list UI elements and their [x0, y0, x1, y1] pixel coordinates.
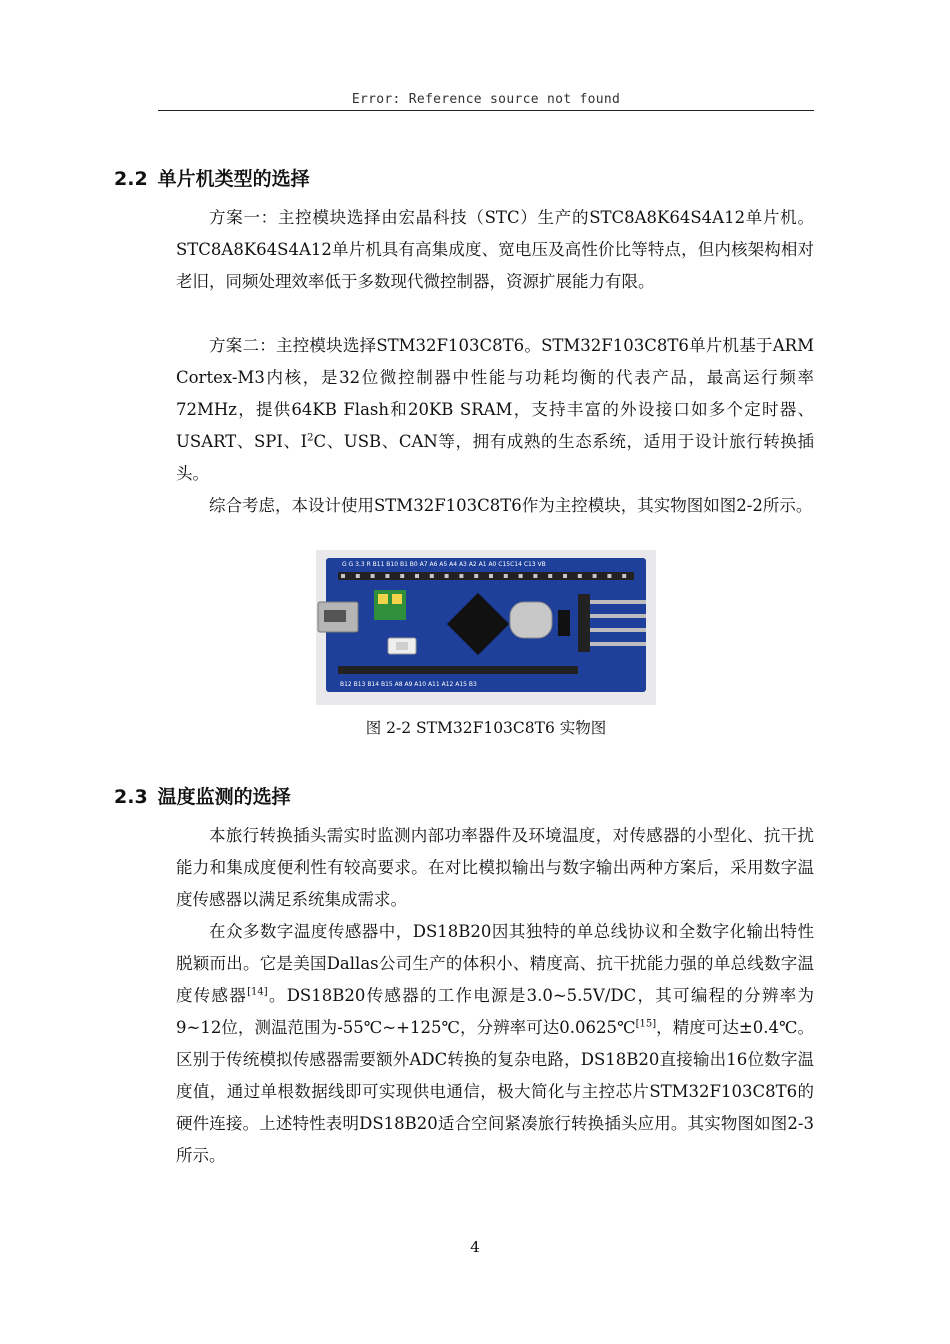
header-pin: [607, 574, 611, 578]
header-pin: [504, 574, 508, 578]
header-pin: [400, 574, 404, 578]
header-pin: [459, 574, 463, 578]
section-number: 2.3: [114, 786, 148, 808]
paragraph-option-two: [176, 330, 814, 490]
header-pin: [593, 574, 597, 578]
citation-14: [14]: [247, 986, 268, 998]
text-run: 。DS18B20传感器的工作电源是3.0~5.5V/DC，其可编程的分辨率为9~12位，测温范围为-55℃~+125℃，分辨率可达0.0625℃: [176, 986, 814, 1037]
header-pin: [474, 574, 478, 578]
section-heading-2-3: [114, 782, 291, 809]
header-pin: [341, 574, 345, 578]
header-pin: [578, 574, 582, 578]
paragraph-ds18b20: [176, 916, 814, 1172]
board-photo: [316, 550, 656, 705]
header-pin: [415, 574, 419, 578]
page-number: 4: [470, 1238, 480, 1256]
header-pin: [371, 574, 375, 578]
header-pin: [445, 574, 449, 578]
section-number: 2.2: [114, 168, 148, 190]
section-heading-2-2: [114, 164, 310, 191]
header-rule: [158, 110, 814, 111]
text-run: ，精度可达±0.4℃。区别于传统模拟传感器需要额外ADC转换的复杂电路，DS18B20直接输出16位数字温度值，通过单根数据线即可实现供电通信，极大简化与主控芯片STM32F103C8T6的硬件连接。上述特性表明DS18B20适合空间紧凑旅行转换插头应用。其实物图如图2-3所示。: [176, 1018, 815, 1165]
header-pin: [489, 574, 493, 578]
superscript: 2: [307, 432, 314, 444]
text-run: 方案二：主控模块选择STM32F103C8T6。STM32F103C8T6单片机基于ARM Cortex-M3内核，是32位微控制器中性能与功耗均衡的代表产品，最高运行频率72MHz，提供64KB Flash和20KB SRAM，支持丰富的外设接口如多个定时器、USART、SPI、I: [176, 336, 814, 451]
crystal-icon: [510, 602, 552, 638]
header-pin: [519, 574, 523, 578]
running-header: Error: Reference source not found: [351, 92, 621, 107]
figure-caption: 图 2-2 STM32F103C8T6 实物图: [365, 719, 607, 737]
paragraph-conclusion: 综合考虑，本设计使用STM32F103C8T6作为主控模块，其实物图如图2-2所示。: [209, 496, 813, 515]
paragraph-option-one: 方案一：主控模块选择由宏晶科技（STC）生产的STC8A8K64S4A12单片机。STC8A8K64S4A12单片机具有高集成度、宽电压及高性价比等特点，但内核架构相对老旧，同频处理效率低于多数现代微控制器，资源扩展能力有限。: [176, 208, 814, 291]
section-title: 单片机类型的选择: [157, 168, 310, 190]
section-title: 温度监测的选择: [157, 786, 291, 808]
header-pin: [430, 574, 434, 578]
bottom-pin-labels: B12 B13 B14 B15 A8 A9 A10 A11 A12 A15 B3: [340, 681, 477, 688]
header-pin: [563, 574, 567, 578]
header-pin: [548, 574, 552, 578]
top-pin-labels: G G 3.3 R B11 B10 B1 B0 A7 A6 A5 A4 A3 A2 A1 A0 C15C14 C13 VB: [342, 561, 546, 568]
text-run: C、USB、CAN等，拥有成熟的生态系统，适用于设计旅行转换插头。: [176, 432, 814, 483]
paragraph-temperature-intro: 本旅行转换插头需实时监测内部功率器件及环境温度，对传感器的小型化、抗干扰能力和集成度便利性有较高要求。在对比模拟输出与数字输出两种方案后，采用数字温度传感器以满足系统集成需求。: [176, 826, 814, 909]
header-pin: [356, 574, 360, 578]
header-pin: [533, 574, 537, 578]
stm32-board-illustration: [316, 550, 656, 705]
text-run: 在众多数字温度传感器中，DS18B20因其独特的单总线协议和全数字化输出特性脱颖而出。它是美国Dallas公司生产的体积小、精度高、抗干扰能力强的单总线数字温度传感器: [176, 922, 814, 1005]
citation-15: [15]: [635, 1018, 657, 1030]
header-pin: [622, 574, 626, 578]
header-pin: [385, 574, 389, 578]
